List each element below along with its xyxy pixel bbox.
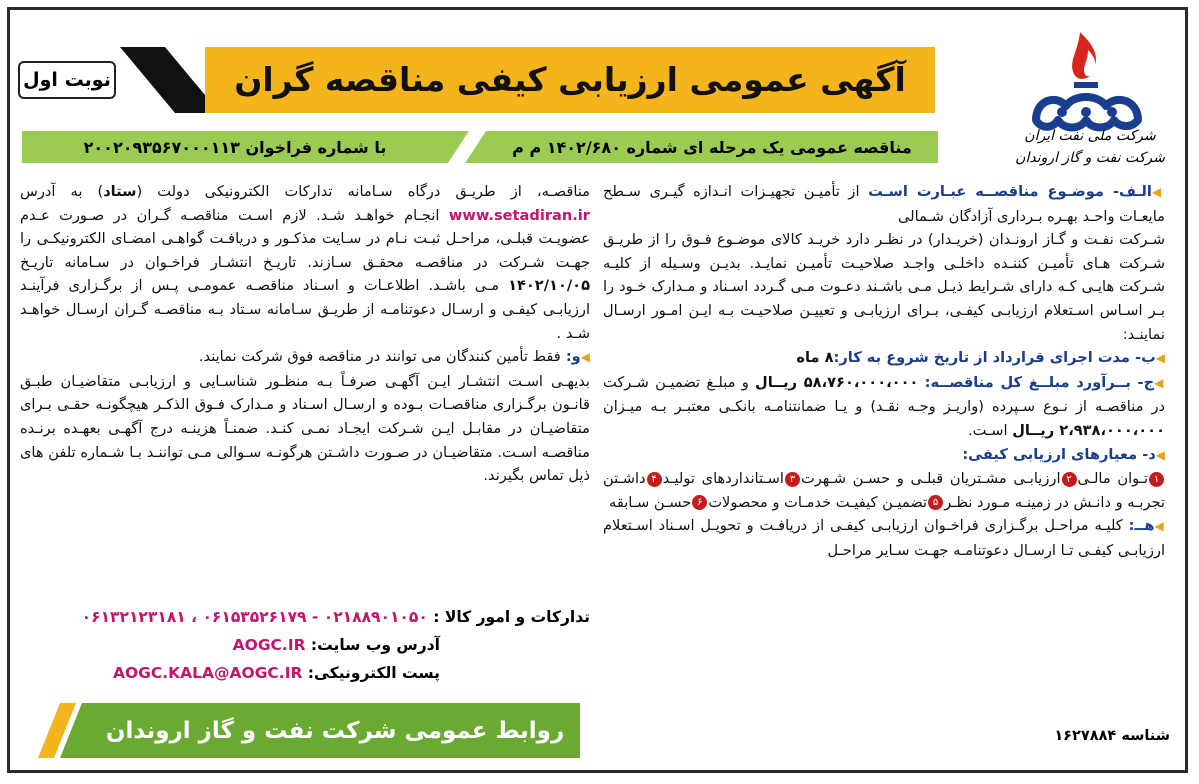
section-dal: ◀د- معیارهای ارزیابی کیفی: [962,445,1165,463]
nobat-badge: نوبت اول [18,61,116,99]
public-relations-footer: روابط عمومی شرکت نفت و گاز اروندان [105,717,565,744]
criterion: اسـتانداردهای تولیـد [662,470,784,488]
arrow-icon: ◀ [1155,351,1165,366]
criteria-list [603,467,1165,514]
right-column [603,180,1165,563]
call-number: با شماره فراخوان ۲۰۰۲۰۹۳۵۶۷۰۰۰۱۱۳ [83,137,387,157]
setad-url-link[interactable]: www.setadiran.ir [448,206,590,224]
footer-stripes-decoration [20,703,110,758]
tender-number: مناقصه عمومی یک مرحله ای شماره ۱۴۰۲/۶۸۰ م م [512,137,912,157]
website-link[interactable]: AOGC.IR [232,636,306,654]
arrow-icon: ◀ [1154,519,1165,534]
intro-paragraph: شـرکت نفـت و گـاز ارونـدان (خریـدار) در نظـر دارد خریـد کالای موضـوع فـوق را از طریـق شـرکت هـای تأمیـن کننـده داخلـی واجـد صلاحیـت تأمیـن نمایـد. بدیـن وسـیله از کلیـه شـرکت هایـی کـه دارای شـرایط ذیـل مـی باشـند دعـوت مـی گـردد اسـناد و مـدارک خـود را بـر اسـاس اسـتعلام ارزیابـی کیفـی، بـرای ارزیابـی و تعییـن صلاحیـت بـه ایـن امـور ارسـال نماینـد: [603,231,1165,343]
criterion-number-icon: ۳ [785,472,800,487]
criterion: حسـن سـابقه [609,493,692,511]
section-vav: ◀و: فقط تأمین کنندگان می توانند در مناقصه فوق شرکت نمایند. [198,348,590,366]
criterion-number-icon: ۴ [647,472,662,487]
criterion: داشـتن تجربـه و دانـش در زمینـه مـورد نظـر [603,470,1165,511]
arrow-icon: ◀ [1151,185,1165,199]
criterion-number-icon: ۲ [1062,472,1077,487]
criterion: تـوان مالـی [1077,470,1149,488]
disclaimer-paragraph: بدیهـی اسـت انتشـار ایـن آگهـی صرفـاً بـه منظـور شناسـایی و ارزیابـی متقاضیـان طبـق قانـون برگـزاری مناقصـات بـوده و ارسـال اسـناد و مـدارک فـوق الذکـر هیچگونـه حقـی بـرای متقاضیـان در مقابـل ایـن شـرکت ایجـاد نمـی کنـد. ضمنـاً هزینـه درج آگهـی بعهـده برنـده مناقصـه اسـت. متقاضیـان در صـورت داشـتن هرگونـه سـوالی مـی تواننـد بـا شـماره تلفن های ذیل تماس بگیرند. [20,372,590,485]
procurement-contact: تدارکات و امور کالا : ۰۲۱۸۸۹۰۱۰۵۰ - ۰۶۱۵۳۵۲۶۱۷۹ ، ۰۶۱۳۲۱۲۳۱۸۱ [81,608,590,626]
section-be: ◀ب- مدت اجرای قرارداد از تاریخ شروع به کار:۸ ماه [796,349,1165,367]
ad-title: آگهی عمومی ارزیابی کیفی مناقصه گران [234,59,906,99]
arrow-icon: ◀ [1155,447,1165,462]
section-alef: ◀الـف- موضـوع مناقصــه عبـارت اسـت از تأمیـن تجهیـزات انـدازه گیـری سـطح مایعـات واحـد بهـره بـرداری آزادگان شـمالی [603,183,1165,225]
website-contact: آدرس وب سایت: AOGC.IR [232,636,440,654]
section-he: ◀هــ: کلیـه مراحـل برگـزاری فراخـوان ارزیابـی کیفـی از دریافـت و تحویـل اسـناد اسـتعلام ارزیابـی کیفـی تـا ارسـال دعوتنامـه جهـت سـایر مراحـل [603,517,1165,559]
arrow-icon: ◀ [1154,375,1165,390]
criterion: ارزیابـی مشـتریان قبلـی و حسـن شـهرت [800,470,1061,488]
logo-subsidiary-name: شرکت نفت و گاز اروندان [1015,150,1165,166]
phone-numbers: ۰۲۱۸۸۹۰۱۰۵۰ - ۰۶۱۵۳۵۲۶۱۷۹ ، ۰۶۱۳۲۱۲۳۱۸۱ [81,608,428,626]
criterion: تضمیـن کیفیـت خدمـات و محصولات [708,493,928,511]
criterion-number-icon: ۶ [692,495,707,510]
email-link[interactable]: AOGC.KALA@AOGC.IR [113,664,303,682]
logo-company-name: شرکت ملی نفت ایران [1024,128,1156,144]
email-contact: پست الکترونیکی: AOGC.KALA@AOGC.IR [113,664,440,682]
section-jim: ◀ج- بــرآورد مبلــغ کل مناقصــه: ۵۸،۷۶۰،۰۰۰،۰۰۰ ریــال و مبلـغ تضمیـن شـرکت در مناقصـه از نـوع سـپرده (واریـز وجـه نقـد) و یـا ضمانتنامـه بانکـی معتبـر بـه میـزان ۲،۹۳۸،۰۰۰،۰۰۰ ریــال اسـت. [603,373,1165,439]
arrow-icon: ◀ [580,350,590,365]
criterion-number-icon: ۱ [1149,472,1164,487]
ad-id: شناسه ۱۶۲۷۸۸۴ [1054,728,1170,744]
left-column [20,180,590,488]
criterion-number-icon: ۵ [928,495,943,510]
continuation-paragraph: مناقصـه، از طریـق درگاه سـامانه تدارکات الکترونیکی دولت (ستاد) به آدرس www.setadiran.ir انجـام خواهـد شـد. لازم اسـت مناقصـه گـران در صـورت عـدم عضویـت قبلـی، مراحـل ثبـت نـام در سـایت مذکـور و دریافـت گواهـی امضـای الکترونیکـی را جهـت شـرکت در مناقصـه محقـق سـازند. تاریـخ انتشـار فراخـوان در سـامانه تاریـخ ۱۴۰۲/۱۰/۰۵ مـی باشـد. اطلاعـات و اسـناد مناقصـه عمومـی پـس از برگـزاری فرآینـد ارزیابـی کیفـی و ارسـال دعوتنامـه از طریـق سـامانه سـتاد بـه مناقصـه گـران ارسـال خواهـد شـد . [20,183,590,342]
